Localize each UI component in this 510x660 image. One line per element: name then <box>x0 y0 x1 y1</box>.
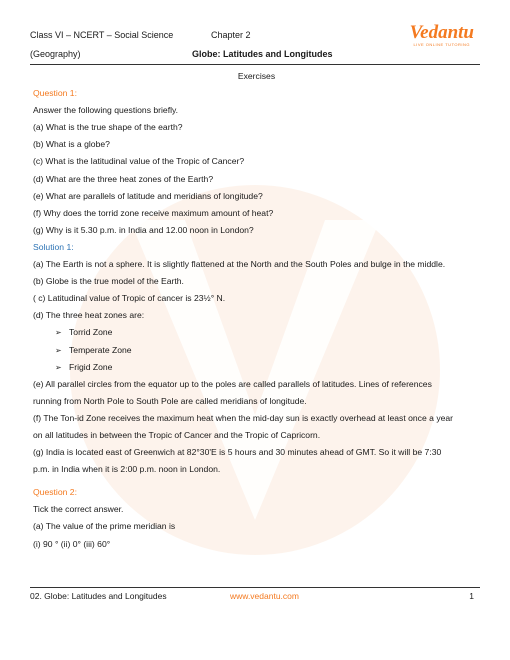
answer-f-line-2: on all latitudes in between the Tropic of Cancer and the Tropic of Capricorn. <box>33 429 321 440</box>
question-item: (g) Why is it 5.30 p.m. in India and 12.00 noon in London? <box>33 224 254 235</box>
footer-chapter: 02. Globe: Latitudes and Longitudes <box>30 591 167 601</box>
answer-g-line-2: p.m. in India when it is 2:00 p.m. noon in London. <box>33 464 221 475</box>
answer-g-line-1: (g) India is located east of Greenwich at 82°30'E is 5 hours and 30 minutes ahead of GMT. So it will be 7:30 <box>33 447 442 458</box>
zone-label: Frigid Zone <box>69 361 113 372</box>
arrow-bullet-icon: ➢ <box>55 328 62 338</box>
arrow-bullet-icon: ➢ <box>55 345 62 355</box>
answer-d: (d) The three heat zones are: <box>33 310 145 321</box>
solution-1-heading: Solution 1: <box>33 241 74 252</box>
answer-e-line-2: running from North Pole to South Pole are called meridians of longitude. <box>33 395 307 406</box>
question-2a-options: (i) 90 ° (ii) 0° (iii) 60° <box>33 538 111 549</box>
vedantu-logo <box>410 24 474 47</box>
question-1-heading: Question 1: <box>33 88 77 99</box>
question-1-instruction: Answer the following questions briefly. <box>33 105 179 116</box>
question-2-heading: Question 2: <box>33 487 77 498</box>
page-header <box>30 0 480 64</box>
answer-c: ( c) Latitudinal value of Tropic of cancer is 23½° N. <box>33 293 226 304</box>
zone-label: Torrid Zone <box>69 327 113 338</box>
answer-b: (b) Globe is the true model of the Earth. <box>33 276 184 287</box>
header-divider <box>30 64 480 65</box>
zone-list-item <box>33 359 480 376</box>
arrow-bullet-icon: ➢ <box>55 362 62 372</box>
question-item: (c) What is the latitudinal value of the Tropic of Cancer? <box>33 156 245 167</box>
question-item: (d) What are the three heat zones of the Earth? <box>33 173 214 184</box>
answer-f-line-1: (f) The Ton-id Zone receives the maximum heat when the mid-day sun is exactly overhead at least once a year <box>33 412 454 423</box>
logo-text: Vedantu <box>409 22 474 43</box>
zone-list-item <box>33 324 480 341</box>
logo-tagline: LIVE ONLINE TUTORING <box>413 42 471 47</box>
stream-label: (Geography) <box>30 49 81 59</box>
question-2-instruction: Tick the correct answer. <box>33 504 124 515</box>
footer-website-link[interactable]: www.vedantu.com <box>230 591 299 601</box>
class-subject: Class VI – NCERT – Social Science <box>30 30 174 40</box>
answer-e-line-1: (e) All parallel circles from the equator up to the poles are called parallels of latitudes. Lines of references <box>33 378 432 389</box>
section-title: Exercises <box>237 71 276 81</box>
chapter-number: Chapter 2 <box>211 30 251 40</box>
zone-label: Temperate Zone <box>69 344 132 355</box>
footer-divider <box>30 587 480 588</box>
question-item: (a) What is the true shape of the earth? <box>33 122 183 133</box>
page-number: 1 <box>469 591 474 601</box>
question-item: (e) What are parallels of latitude and meridians of longitude? <box>33 190 263 201</box>
page-content <box>33 68 480 553</box>
question-item: (f) Why does the torrid zone receive maximum amount of heat? <box>33 207 274 218</box>
question-2a: (a) The value of the prime meridian is <box>33 521 176 532</box>
chapter-title: Globe: Latitudes and Longitudes <box>192 49 333 59</box>
answer-a: (a) The Earth is not a sphere. It is slightly flattened at the North and the South Poles and bulge in the middle. <box>33 259 446 270</box>
zone-list-item <box>33 342 480 359</box>
question-item: (b) What is a globe? <box>33 139 110 150</box>
